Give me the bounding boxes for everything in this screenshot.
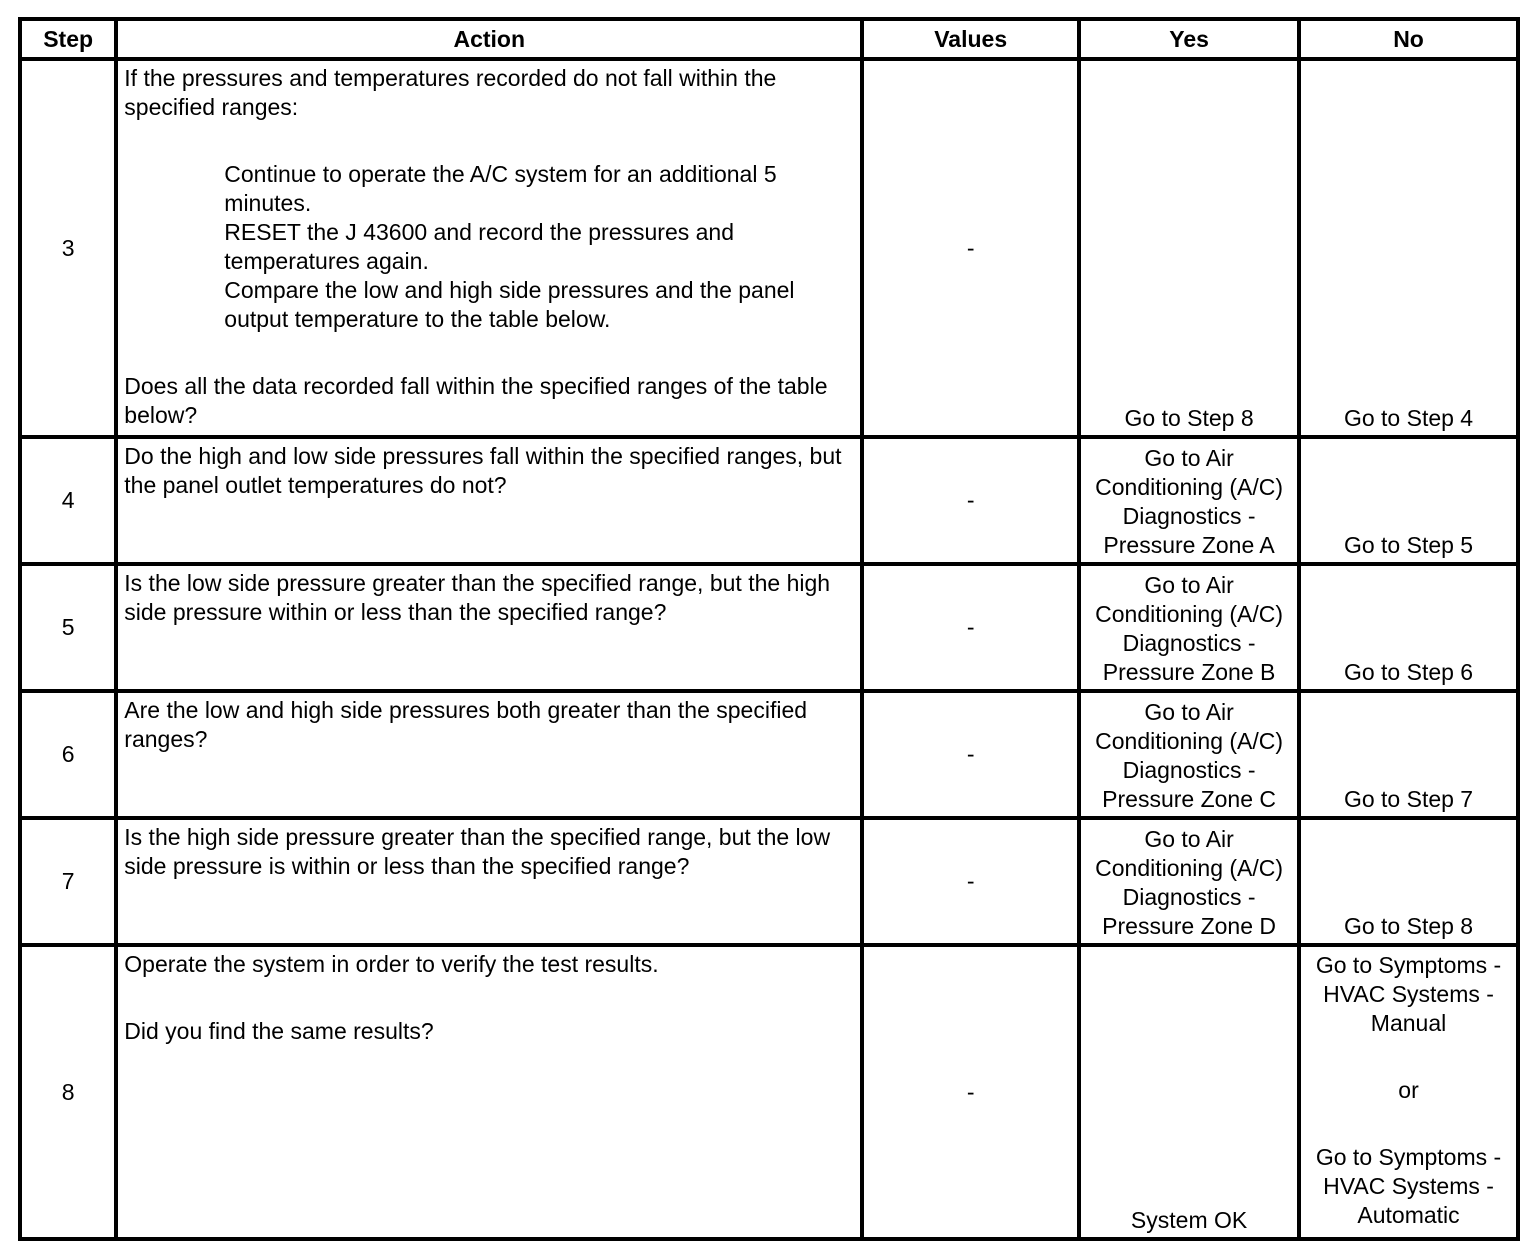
action-line: Operate the system in order to verify the test results. [124, 951, 659, 977]
values-cell: - [862, 437, 1079, 564]
yes-cell: Go to Air Conditioning (A/C) Diagnostics - Pressure Zone A [1079, 437, 1299, 564]
step-number: 5 [20, 564, 116, 691]
no-cell: Go to Step 5 [1299, 437, 1518, 564]
header-row [20, 19, 1518, 59]
action-item: RESET the J 43600 and record the pressures and temperatures again. [224, 219, 734, 274]
values-cell: - [862, 59, 1079, 437]
diagnostic-table [18, 17, 1520, 1241]
action-cell [116, 945, 862, 1239]
yes-cell: System OK [1079, 945, 1299, 1239]
yes-cell: Go to Air Conditioning (A/C) Diagnostics - Pressure Zone D [1079, 818, 1299, 945]
step-number: 7 [20, 818, 116, 945]
action-question: Did you find the same results? [124, 1018, 434, 1044]
action-cell: Do the high and low side pressures fall within the specified ranges, but the panel outlet temperatures do not? [116, 437, 862, 564]
values-cell: - [862, 818, 1079, 945]
table-row [20, 818, 1518, 945]
action-cell: Is the high side pressure greater than the specified range, but the low side pressure is within or less than the specified range? [116, 818, 862, 945]
header-yes: Yes [1079, 19, 1299, 59]
step-number: 8 [20, 945, 116, 1239]
values-cell: - [862, 691, 1079, 818]
step-number: 3 [20, 59, 116, 437]
no-cell: Go to Step 7 [1299, 691, 1518, 818]
action-cell: Is the low side pressure greater than the specified range, but the high side pressure within or less than the specified range? [116, 564, 862, 691]
yes-cell: Go to Air Conditioning (A/C) Diagnostics - Pressure Zone C [1079, 691, 1299, 818]
action-item: Continue to operate the A/C system for an additional 5 minutes. [224, 161, 777, 216]
action-cell [116, 59, 862, 437]
yes-cell: Go to Air Conditioning (A/C) Diagnostics - Pressure Zone B [1079, 564, 1299, 691]
no-cell: Go to Step 4 [1299, 59, 1518, 437]
header-no: No [1299, 19, 1518, 59]
table-row [20, 437, 1518, 564]
no-cell: Go to Symptoms - HVAC Systems - Manual or Go to Symptoms - HVAC Systems - Automatic [1299, 945, 1518, 1239]
no-or: or [1398, 1077, 1419, 1103]
header-action: Action [116, 19, 862, 59]
step-number: 4 [20, 437, 116, 564]
action-question: Does all the data recorded fall within the specified ranges of the table below? [124, 373, 828, 428]
no-cell: Go to Step 8 [1299, 818, 1518, 945]
yes-cell: Go to Step 8 [1079, 59, 1299, 437]
action-intro: If the pressures and temperatures recorded do not fall within the specified ranges: [124, 65, 777, 120]
table-row [20, 564, 1518, 691]
table-row [20, 945, 1518, 1239]
action-cell: Are the low and high side pressures both greater than the specified ranges? [116, 691, 862, 818]
table-row [20, 691, 1518, 818]
header-step: Step [20, 19, 116, 59]
step-number: 6 [20, 691, 116, 818]
action-item: Compare the low and high side pressures and the panel output temperature to the table below. [224, 277, 795, 332]
no-cell: Go to Step 6 [1299, 564, 1518, 691]
values-cell: - [862, 945, 1079, 1239]
table-row [20, 59, 1518, 437]
values-cell: - [862, 564, 1079, 691]
header-values: Values [862, 19, 1079, 59]
